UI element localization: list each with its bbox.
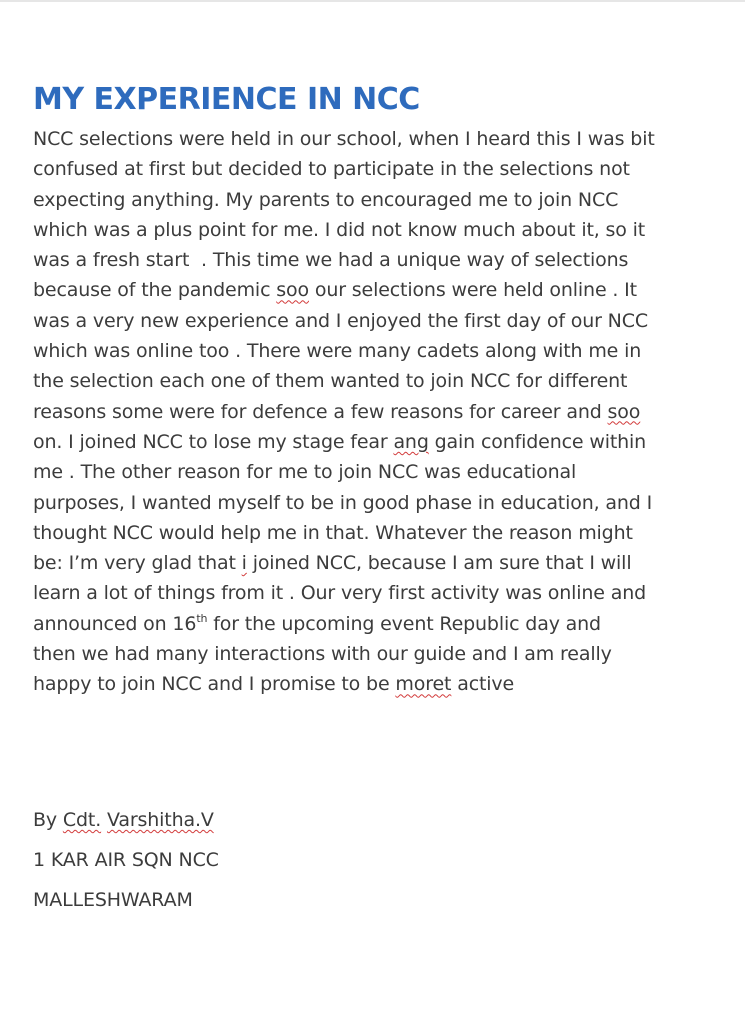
spellcheck-word[interactable]: soo	[276, 279, 309, 302]
body-line	[33, 669, 733, 699]
body-text-run: on. I joined NCC to lose my stage fear	[33, 430, 394, 453]
body-text-run: happy to join NCC and I promise to be	[33, 673, 396, 696]
signature-name[interactable]: Varshitha.V	[106, 809, 214, 831]
signature-unit: 1 KAR AIR SQN NCC	[33, 849, 219, 871]
body-line	[33, 397, 733, 427]
body-line: learn a lot of things from it . Our very first activity was online and	[33, 582, 646, 605]
spellcheck-word[interactable]: moret	[395, 673, 452, 696]
body-text-run: active	[451, 673, 515, 696]
document-page	[33, 80, 733, 700]
body-line	[33, 275, 733, 305]
spellcheck-word[interactable]: ang	[393, 430, 429, 453]
body-text-run: because of the pandemic	[33, 279, 277, 302]
body-line: expecting anything. My parents to encouraged me to join NCC	[33, 188, 619, 211]
body-line: NCC selections were held in our school, when I heard this I was bit	[33, 128, 655, 150]
body-line: which was a plus point for me. I did not know much about it, so it	[33, 218, 646, 241]
document-body	[33, 124, 733, 700]
body-text-run: be: I’m very glad that	[33, 552, 242, 575]
body-text-run: gain confidence within	[428, 430, 647, 453]
body-line	[33, 609, 733, 639]
body-line: the selection each one of them wanted to join NCC for different	[33, 370, 628, 393]
signature-by-line	[33, 800, 219, 840]
page-top-edge	[0, 0, 745, 2]
document-title: MY EXPERIENCE IN NCC	[33, 82, 420, 117]
body-text-run: joined NCC, because I am sure that I will	[246, 552, 632, 575]
body-text-run: announced on 16	[33, 612, 197, 635]
body-line: then we had many interactions with our guide and I am really	[33, 643, 612, 666]
body-text-run: for the upcoming event Republic day and	[207, 612, 601, 635]
body-line	[33, 548, 733, 578]
signature-place: MALLESHWARAM	[33, 889, 193, 911]
body-line: purposes, I wanted myself to be in good phase in education, and I	[33, 491, 653, 514]
body-line: was a fresh start . This time we had a unique way of selections	[33, 249, 629, 272]
body-line: which was online too . There were many cadets along with me in	[33, 340, 642, 363]
body-text-run: our selections were held online . It	[308, 279, 637, 302]
signature-rank[interactable]: Cdt.	[62, 809, 102, 831]
signature-block	[33, 800, 219, 920]
signature-by: By	[33, 809, 63, 831]
body-text-run: reasons some were for defence a few reasons for career and	[33, 400, 608, 423]
spellcheck-word[interactable]: soo	[607, 400, 641, 423]
body-line: thought NCC would help me in that. Whatever the reason might	[33, 521, 633, 544]
body-line: me . The other reason for me to join NCC was educational	[33, 461, 577, 484]
spellcheck-word[interactable]: i	[241, 552, 247, 575]
body-line: was a very new experience and I enjoyed the first day of our NCC	[33, 309, 648, 332]
body-line: confused at first but decided to participate in the selections not	[33, 158, 630, 181]
ordinal-superscript: th	[196, 611, 208, 625]
body-line	[33, 427, 733, 457]
